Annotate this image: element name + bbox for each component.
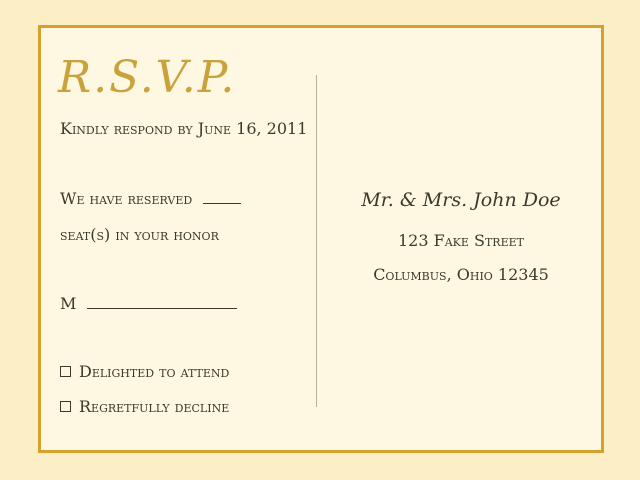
seat-count-blank[interactable] — [203, 191, 241, 204]
option-decline[interactable] — [60, 399, 229, 415]
vertical-divider — [316, 75, 317, 407]
rsvp-title: R.S.V.P. — [58, 52, 237, 103]
attend-checkbox[interactable] — [60, 366, 71, 377]
seats-label: seat(s) in your honor — [60, 225, 219, 244]
attend-label: Delighted to attend — [79, 362, 230, 381]
name-prefix: M — [60, 294, 77, 313]
reserved-label: We have reserved — [60, 189, 193, 208]
name-line — [60, 296, 237, 312]
addressee-name: Mr. & Mrs. John Doe — [361, 189, 561, 211]
address-city: Columbus, Ohio 12345 — [373, 265, 549, 284]
option-attend[interactable] — [60, 364, 229, 380]
decline-checkbox[interactable] — [60, 401, 71, 412]
reserved-line — [60, 191, 241, 207]
decline-label: Regretfully decline — [79, 397, 230, 416]
name-blank[interactable] — [87, 296, 237, 309]
address-street: 123 Fake Street — [398, 231, 524, 250]
respond-by-text: Kindly respond by June 16, 2011 — [60, 119, 308, 138]
